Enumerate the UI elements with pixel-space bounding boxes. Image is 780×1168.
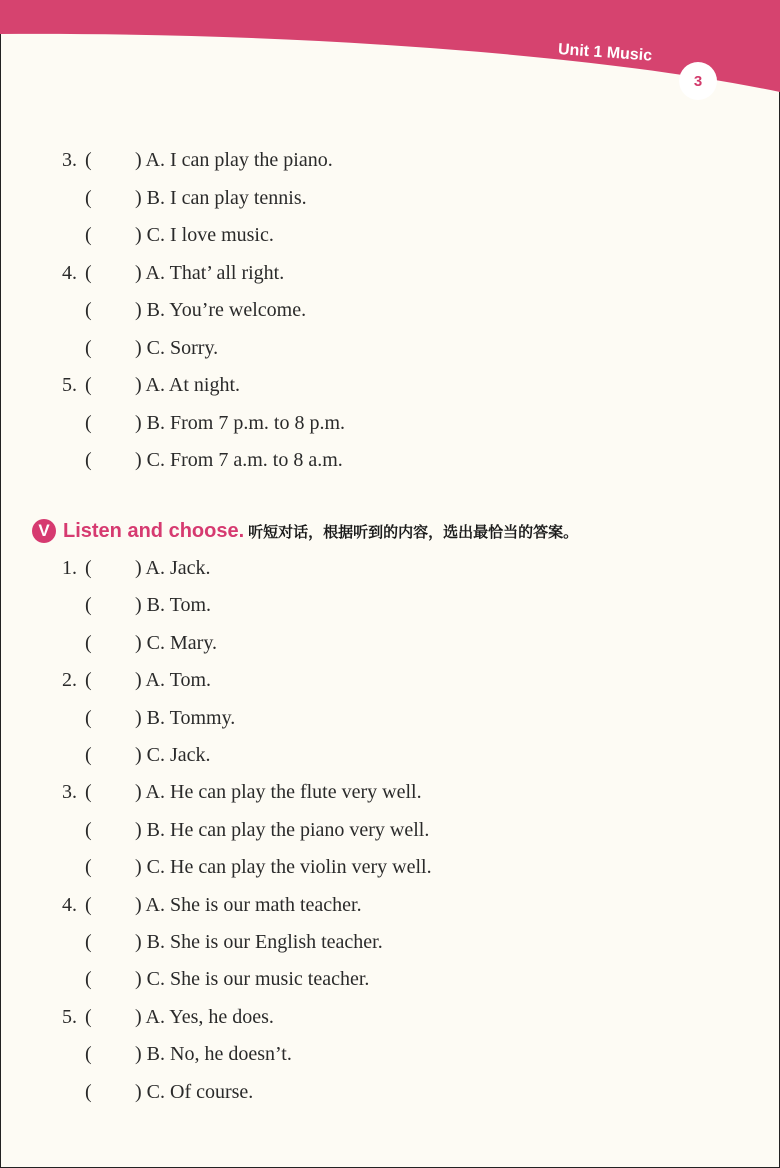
option-text: ) B. She is our English teacher.: [135, 931, 383, 953]
option-text: ) A. She is our math teacher.: [135, 893, 362, 916]
option-text: ) A. Jack.: [135, 557, 211, 579]
answer-blank[interactable]: (: [85, 299, 92, 321]
answer-blank[interactable]: (: [85, 856, 92, 879]
option-text: ) A. He can play the flute very well.: [135, 781, 422, 804]
answer-blank[interactable]: (: [85, 149, 92, 171]
option-text: ) B. From 7 p.m. to 8 p.m.: [135, 411, 346, 434]
option-text: ) A. Tom.: [135, 669, 212, 692]
option-text: ) B. You’re welcome.: [135, 299, 307, 321]
option-text: ) B. Tom.: [135, 594, 212, 617]
answer-blank[interactable]: (: [85, 631, 92, 654]
answer-blank[interactable]: (: [85, 261, 92, 284]
option-text: ) A. Yes, he does.: [135, 1005, 274, 1028]
answer-blank[interactable]: (: [85, 594, 92, 617]
answer-blank[interactable]: (: [85, 931, 92, 953]
section-title: Listen and choose.: [63, 519, 245, 542]
answer-blank[interactable]: (: [85, 186, 92, 209]
option-text: ) A. At night.: [135, 374, 241, 396]
answer-blank[interactable]: (: [85, 557, 92, 579]
answer-blank[interactable]: (: [85, 336, 92, 359]
answer-blank[interactable]: (: [85, 818, 92, 841]
option-text: ) B. Tommy.: [135, 706, 236, 729]
answer-blank[interactable]: (: [85, 449, 92, 471]
answer-blank[interactable]: (: [85, 224, 92, 246]
answer-blank[interactable]: (: [85, 893, 92, 916]
option-text: ) C. Of course.: [135, 1080, 254, 1103]
header-band: [0, 0, 780, 110]
question-number: 4.: [62, 893, 77, 916]
page-number: 3: [679, 62, 717, 100]
option-text: ) C. I love music.: [135, 224, 274, 246]
question-number: 5.: [62, 1005, 77, 1028]
question-number: 1.: [62, 557, 77, 579]
option-text: ) C. Mary.: [135, 631, 218, 654]
option-text: ) B. I can play tennis.: [135, 186, 307, 209]
question-number: 5.: [62, 374, 77, 396]
option-text: ) B. He can play the piano very well.: [135, 818, 430, 841]
option-text: ) C. She is our music teacher.: [135, 968, 370, 991]
option-text: ) C. Jack.: [135, 744, 211, 766]
answer-blank[interactable]: (: [85, 411, 92, 434]
option-text: ) C. From 7 a.m. to 8 a.m.: [135, 449, 343, 471]
answer-blank[interactable]: (: [85, 1080, 92, 1103]
answer-blank[interactable]: (: [85, 968, 92, 991]
section-instruction: 听短对话，根据听到的内容，选出最恰当的答案。: [248, 522, 579, 541]
option-text: ) C. Sorry.: [135, 336, 219, 359]
answer-blank[interactable]: (: [85, 669, 92, 692]
option-text: ) A. That’ all right.: [135, 261, 285, 284]
answer-blank[interactable]: (: [85, 374, 92, 396]
answer-blank[interactable]: (: [85, 744, 92, 766]
question-number: 4.: [62, 261, 77, 284]
answer-blank[interactable]: (: [85, 781, 92, 804]
question-number: 3.: [62, 781, 77, 804]
option-text: ) B. No, he doesn’t.: [135, 1043, 292, 1066]
section-v-header: [32, 516, 578, 546]
question-number: 2.: [62, 669, 77, 692]
unit-title: Unit 1 Music: [557, 41, 653, 65]
answer-blank[interactable]: (: [85, 1043, 92, 1066]
answer-blank[interactable]: (: [85, 1005, 92, 1028]
answer-blank[interactable]: (: [85, 706, 92, 729]
option-text: ) C. He can play the violin very well.: [135, 856, 432, 879]
section-number-badge: V: [32, 519, 56, 543]
option-text: ) A. I can play the piano.: [135, 149, 333, 171]
question-number: 3.: [62, 149, 77, 171]
